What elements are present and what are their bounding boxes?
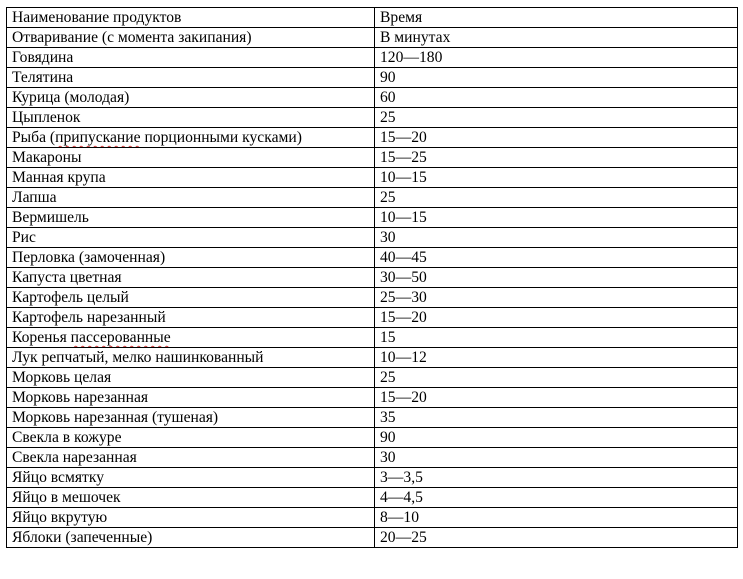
table-row [7, 468, 738, 488]
table-header-row [7, 28, 738, 48]
table-row [7, 48, 738, 68]
product-name-cell: Свекла нарезанная [7, 448, 375, 468]
time-cell: 20—25 [375, 528, 738, 548]
product-name-cell: Капуста цветная [7, 268, 375, 288]
product-name-cell: Картофель нарезанный [7, 308, 375, 328]
product-name-cell: Макароны [7, 148, 375, 168]
product-name-cell: Манная крупа [7, 168, 375, 188]
header-cell-name: Отваривание (с момента закипания) [7, 28, 375, 48]
product-name-cell: Лапша [7, 188, 375, 208]
product-name-cell: Свекла в кожуре [7, 428, 375, 448]
product-name-cell: Яйцо всмятку [7, 468, 375, 488]
table-row [7, 328, 738, 348]
table-row [7, 308, 738, 328]
product-name-cell: Перловка (замоченная) [7, 248, 375, 268]
time-cell: 120—180 [375, 48, 738, 68]
table-row [7, 488, 738, 508]
time-cell: 10—15 [375, 208, 738, 228]
table-row [7, 248, 738, 268]
table-row [7, 288, 738, 308]
product-name-cell: Лук репчатый, мелко нашинкованный [7, 348, 375, 368]
time-cell: 8—10 [375, 508, 738, 528]
header-cell-time: Время [375, 8, 738, 28]
product-name-part: Рыба ( [12, 129, 56, 146]
product-name-cell: Говядина [7, 48, 375, 68]
product-name-cell: Курица (молодая) [7, 88, 375, 108]
table-row [7, 108, 738, 128]
table-row [7, 268, 738, 288]
time-cell: 10—15 [375, 168, 738, 188]
product-name-cell: Яйцо в мешочек [7, 488, 375, 508]
table-header-row [7, 8, 738, 28]
time-cell: 35 [375, 408, 738, 428]
header-cell-time: В минутах [375, 28, 738, 48]
table-row [7, 208, 738, 228]
time-cell: 25 [375, 188, 738, 208]
table-row [7, 68, 738, 88]
table-row [7, 228, 738, 248]
table-row [7, 348, 738, 368]
time-cell: 90 [375, 428, 738, 448]
product-name-part: Коренья [12, 329, 71, 346]
time-cell: 4—4,5 [375, 488, 738, 508]
time-cell: 15—20 [375, 128, 738, 148]
time-cell: 15—25 [375, 148, 738, 168]
product-name-cell: Яйцо вкрутую [7, 508, 375, 528]
table-row [7, 408, 738, 428]
product-name-cell [7, 328, 375, 348]
table-row [7, 448, 738, 468]
time-cell: 90 [375, 68, 738, 88]
table-row [7, 168, 738, 188]
product-name-cell: Морковь нарезанная (тушеная) [7, 408, 375, 428]
product-name-cell: Вермишель [7, 208, 375, 228]
time-cell: 10—12 [375, 348, 738, 368]
time-cell: 30—50 [375, 268, 738, 288]
time-cell: 3—3,5 [375, 468, 738, 488]
header-cell-name: Наименование продуктов [7, 8, 375, 28]
product-name-cell: Картофель целый [7, 288, 375, 308]
product-name-cell: Морковь целая [7, 368, 375, 388]
table-row [7, 508, 738, 528]
time-cell: 30 [375, 448, 738, 468]
table-row [7, 88, 738, 108]
time-cell: 25—30 [375, 288, 738, 308]
product-name-cell: Морковь нарезанная [7, 388, 375, 408]
time-cell: 25 [375, 368, 738, 388]
time-cell: 15 [375, 328, 738, 348]
spellcheck-marked-word: пассерованные [70, 329, 171, 346]
time-cell: 15—20 [375, 308, 738, 328]
table-row [7, 428, 738, 448]
time-cell: 30 [375, 228, 738, 248]
time-cell: 15—20 [375, 388, 738, 408]
product-name-part: порционными кусками) [140, 129, 302, 146]
time-cell: 40—45 [375, 248, 738, 268]
table-row [7, 388, 738, 408]
cooking-time-table [6, 7, 738, 548]
table-row [7, 128, 738, 148]
product-name-cell: Цыпленок [7, 108, 375, 128]
table-row [7, 528, 738, 548]
table-row [7, 188, 738, 208]
spellcheck-marked-word: припускание [55, 129, 141, 146]
product-name-cell: Яблоки (запеченные) [7, 528, 375, 548]
time-cell: 60 [375, 88, 738, 108]
product-name-cell [7, 128, 375, 148]
table-row [7, 368, 738, 388]
product-name-cell: Рис [7, 228, 375, 248]
product-name-cell: Телятина [7, 68, 375, 88]
table-row [7, 148, 738, 168]
time-cell: 25 [375, 108, 738, 128]
